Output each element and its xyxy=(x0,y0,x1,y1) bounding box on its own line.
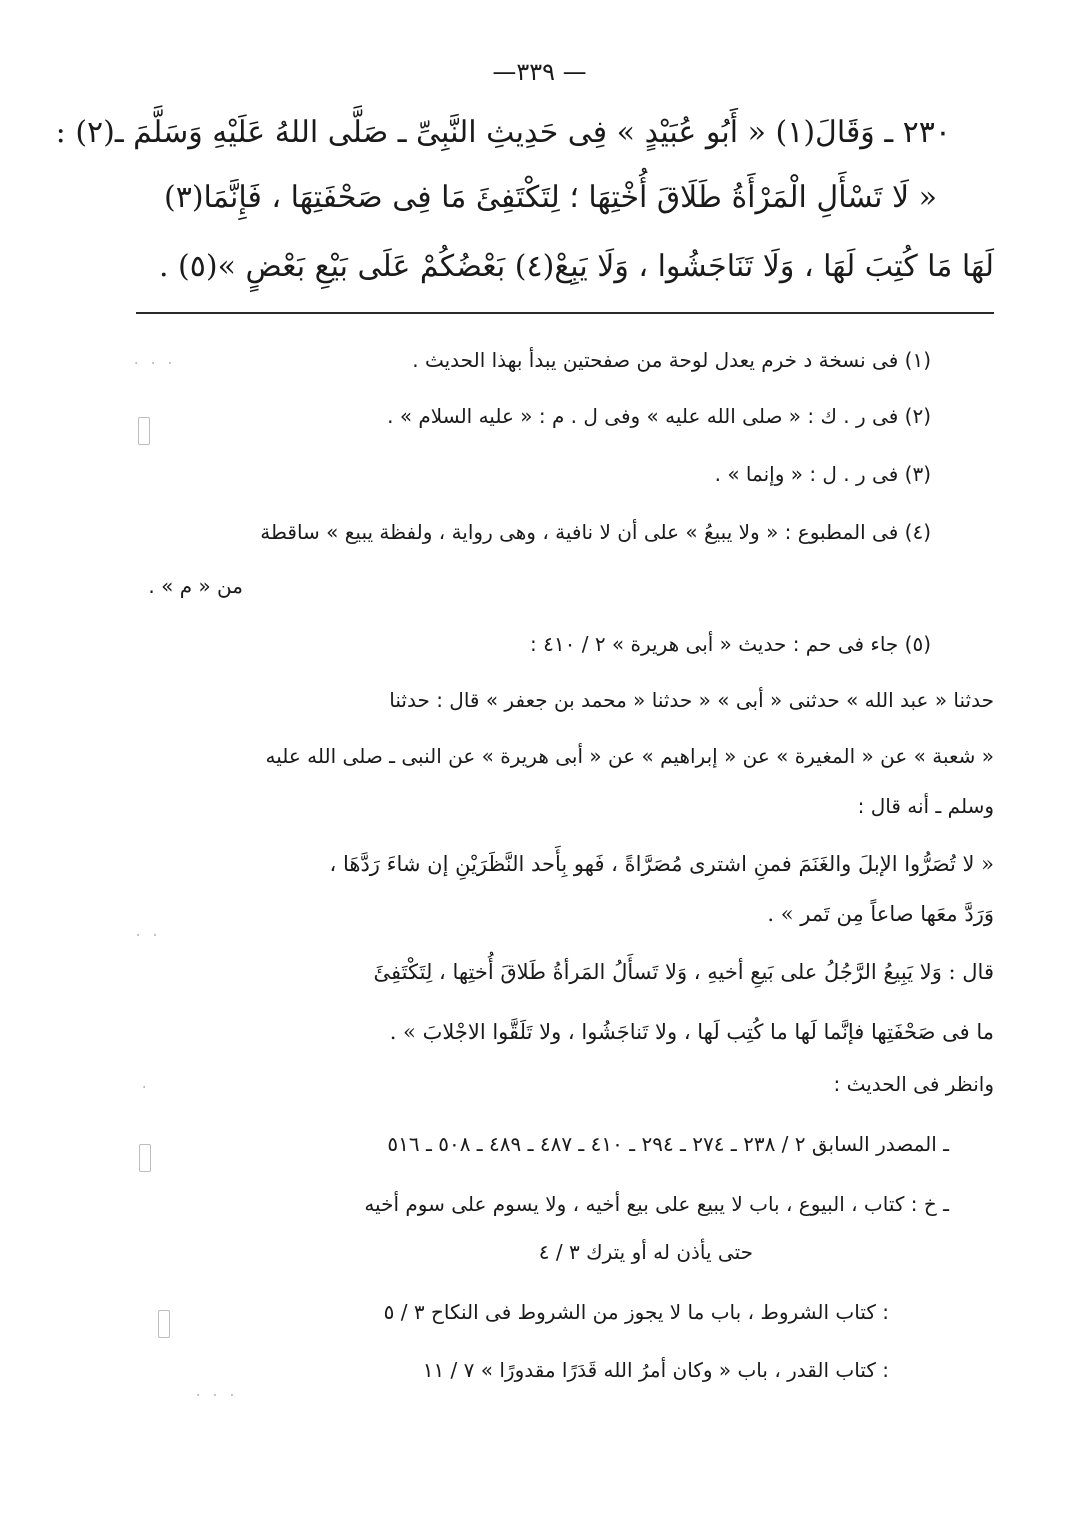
hadith-line-3: وسلم ـ أنه قال : xyxy=(857,794,994,818)
scan-speck: · · · xyxy=(194,1388,237,1404)
references-heading: وانظر فى الحديث : xyxy=(833,1072,994,1096)
main-text-line-1: ٢٣٠ ـ وَقَالَ(١) « أَبُو عُبَيْدٍ » فِى حَدِيثِ النَّبِىِّ ـ صَلَّى اللهُ عَلَيْهِ وَسَلَّمَ ـ(٢) : xyxy=(55,115,951,150)
scan-artifact-mark xyxy=(139,1144,151,1172)
footnote-3: (٣) فى ر . ل : « وإنما » . xyxy=(714,462,931,486)
reference-1: ـ المصدر السابق ٢ / ٢٣٨ ـ ٢٧٤ ـ ٢٩٤ ـ ٤١٠ ـ ٤٨٧ ـ ٤٨٩ ـ ٥٠٨ ـ ٥١٦ xyxy=(387,1132,949,1156)
scan-artifact-mark xyxy=(138,417,150,445)
footnote-4-line-1: (٤) فى المطبوع : « ولا يبيعُ » على أن لا نافية ، وهى رواية ، ولفظة يبيع » ساقطة xyxy=(260,520,931,544)
hadith-line-6: قال : وَلا يَبِيعُ الرَّجُلُ على بَيعِ أخيهِ ، وَلا تَسأَلُ المَرأةُ طَلاقَ أُختِها ، لِتَكْتَفِئَ xyxy=(373,960,994,984)
hadith-line-1: حدثنا « عبد الله » حدثنى « أبى » « حدثنا « محمد بن جعفر » قال : حدثنا xyxy=(389,688,994,712)
reference-2-line-2: حتى يأذن له أو يترك ٣ / ٤ xyxy=(538,1240,753,1264)
scan-speck: · xyxy=(140,1080,149,1096)
footnote-2: (٢) فى ر . ك : « صلى الله عليه » وفى ل . م : « عليه السلام » . xyxy=(387,404,931,428)
hadith-line-2: « شعبة » عن « المغيرة » عن « إبراهيم » عن « أبى هريرة » عن النبى ـ صلى الله عليه xyxy=(265,744,994,768)
hadith-line-7: ما فى صَحْفَتِها فإنَّما لَها ما كُتِب لَها ، ولا تَناجَشُوا ، ولا تَلَقَّوا الاجْلابَ » . xyxy=(389,1020,994,1044)
footnote-4-line-2: من « م » . xyxy=(148,574,243,598)
reference-2-line-1: ـ خ : كتاب ، البيوع ، باب لا يبيع على بيع أخيه ، ولا يسوم على سوم أخيه xyxy=(364,1192,949,1216)
scan-speck: · · · xyxy=(132,356,175,372)
hadith-line-5: وَرَدَّ معَها صاعاً مِن تَمر » . xyxy=(767,902,994,926)
scan-speck: · · xyxy=(134,928,160,944)
main-text-line-2: « لَا تَسْأَلِ الْمَرْأَةُ طَلَاقَ أُخْتِهَا ؛ لِتَكْتَفِئَ مَا فِى صَحْفَتِهَا ، فَإِنَّمَا(٣) xyxy=(164,180,937,215)
hadith-line-4: « لا تُصَرُّوا الإبلَ والغَنَمَ فمنِ اشترى مُصَرَّاةً ، فَهو بِأَحد النَّظَرَيْنِ إن شاءَ رَدَّهَا ، xyxy=(329,852,994,876)
reference-3: : كتاب الشروط ، باب ما لا يجوز من الشروط فى النكاح ٣ / ٥ xyxy=(383,1300,889,1324)
reference-4: : كتاب القدر ، باب « وكان أمرُ الله قَدَرًا مقدورًا » ٧ / ١١ xyxy=(422,1358,889,1382)
footnote-5: (٥) جاء فى حم : حديث « أبى هريرة » ٢ / ٤١٠ : xyxy=(530,632,931,656)
footnote-divider xyxy=(136,312,994,314)
scan-artifact-mark xyxy=(158,1310,170,1338)
footnote-1: (١) فى نسخة د خرم يعدل لوحة من صفحتين يبدأ بهذا الحديث . xyxy=(412,348,931,372)
page-number: — ٣٣٩— xyxy=(492,58,587,86)
main-text-line-3: لَهَا مَا كُتِبَ لَهَا ، وَلَا تَنَاجَشُوا ، وَلَا يَبِعْ(٤) بَعْضُكُمْ عَلَى بَيْعِ بَعْضٍ »(٥) . xyxy=(158,249,994,284)
